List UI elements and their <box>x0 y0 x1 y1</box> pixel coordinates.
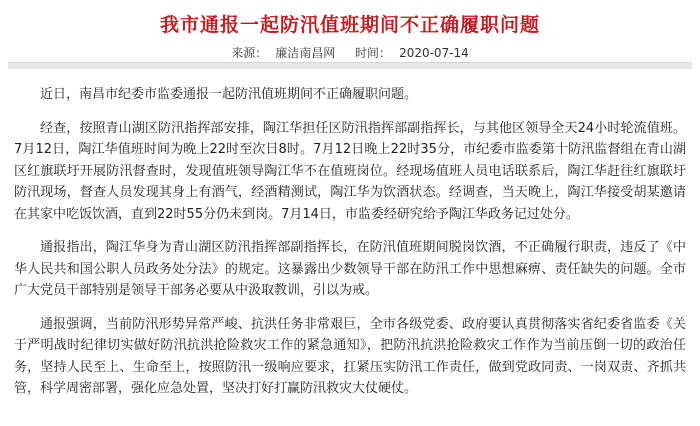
time-info <box>351 46 473 60</box>
source-info <box>227 46 339 60</box>
article-meta <box>0 44 700 61</box>
article-body <box>14 84 686 412</box>
header-divider <box>8 62 692 69</box>
publish-time: 2020-07-14 <box>399 46 469 60</box>
paragraph-1: 近日，南昌市纪委市监委通报一起防汛值班期间不正确履职问题。 <box>40 87 418 102</box>
paragraph-3: 通报指出，陶江华身为青山湖区防汛指挥部副指挥长，在防汛值班期间脱岗饮酒，不正确履行职责，违反了《中华人民共和国公职人员政务处分法》的规定。这暴露出少数领导干部在防汛工作中思想麻痹、责任缺失的问题。全市广大党员干部特别是领导干部务必要从中汲取教训，引以为戒。 <box>14 240 686 298</box>
source-name: 廉洁南昌网 <box>275 46 336 60</box>
paragraph-2: 经查，按照青山湖区防汛指挥部安排，陶江华担任区防汛指挥部副指挥长，与其他区领导全天24小时轮流值班。7月12日，陶江华值班时间为晚上22时至次日8时。7月12日晚上22时35分，市纪委市监委第十防汛监督组在青山湖区红旗联圩开展防汛督查时，发现值班领导陶江华不在值班岗位。经现场值班人员电话联系后，陶江华赶往红旗联圩防汛现场，督查人员发现其身上有酒气，经酒精测试，陶江华为饮酒状态。经调查，当天晚上，陶江华接受胡某邀请在其家中吃饭饮酒，直到22时55分仍未到岗。7月14日，市监委经研究给予陶江华政务记过处分。 <box>14 120 686 222</box>
source-label: 来源： <box>231 46 268 60</box>
paragraph-4: 通报强调，当前防汛形势异常严峻、抗洪任务非常艰巨，全市各级党委、政府要认真贯彻落实省纪委省监委《关于严明战时纪律切实做好防汛抗洪抢险救灾工作的紧急通知》，把防汛抗洪抢险救灾工作作为当前压倒一切的政治任务，坚持人民至上、生命至上，按照防汛一级响应要求，扛紧压实防汛工作责任，做到党政同责、一岗双责、齐抓共管，科学周密部署，强化应急处置，坚决打好打赢防汛救灾大仗硬仗。 <box>14 316 686 396</box>
article-title: 我市通报一起防汛值班期间不正确履职问题 <box>159 14 540 36</box>
time-label: 时间： <box>355 46 392 60</box>
